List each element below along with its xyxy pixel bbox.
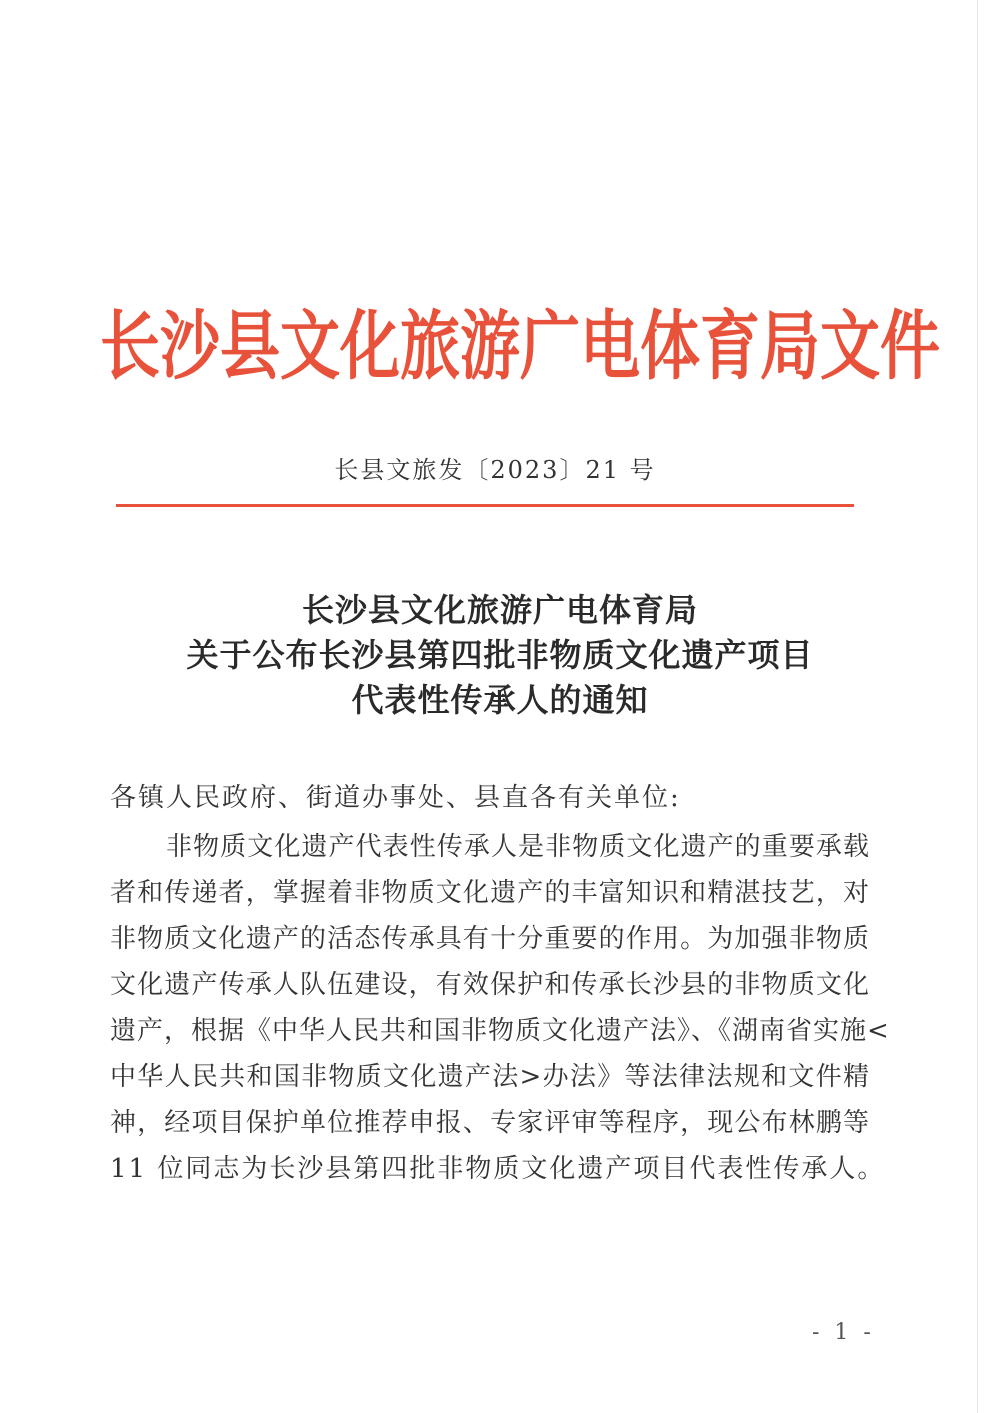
body-paragraph [110,824,890,1192]
title-line: 关于公布长沙县第四批非物质文化遗产项目 [186,636,814,674]
document-title [100,588,900,723]
scan-edge-line [977,0,978,1413]
body-line: 非物质文化遗产代表性传承人是非物质文化遗产的重要承载 [166,832,870,862]
red-divider-rule [116,504,854,507]
body-line: 神，经项目保护单位推荐申报、专家评审等程序，现公布林鹏等 [110,1108,870,1138]
page-number: - 1 - [812,1320,875,1345]
body-line: 非物质文化遗产的活态传承具有十分重要的作用。为加强非物质 [110,924,870,954]
body-line: 遗产，根据《中华人民共和国非物质文化遗产法》、《湖南省实施< [110,1016,890,1046]
title-line: 代表性传承人的通知 [351,681,649,719]
body-line: 文化遗产传承人队伍建设，有效保护和传承长沙县的非物质文化 [110,970,870,1000]
salutation: 各镇人民政府、街道办事处、县直各有关单位: [110,783,681,813]
body-line: 中华人民共和国非物质文化遗产法>办法》等法律法规和文件精 [110,1062,870,1092]
issuer-masthead: 长沙县文化旅游广电体育局文件 [100,303,940,391]
title-line: 长沙县文化旅游广电体育局 [301,591,698,629]
body-line: 者和传递者，掌握着非物质文化遗产的丰富知识和精湛技艺，对 [110,878,870,908]
body-line: 11 位同志为长沙县第四批非物质文化遗产项目代表性传承人。 [110,1154,886,1184]
document-number: 长县文旅发〔2023〕21 号 [334,456,656,484]
